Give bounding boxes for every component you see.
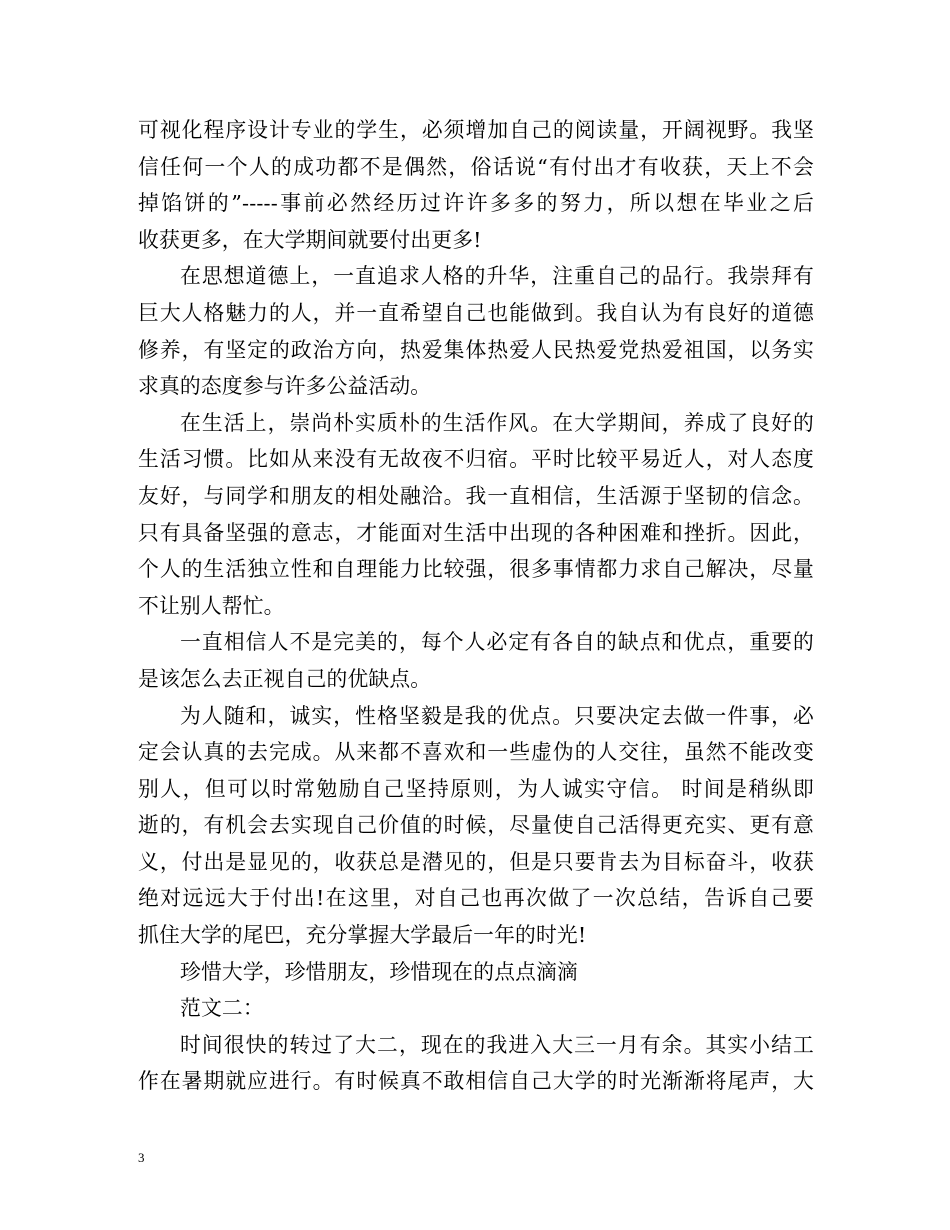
text-line: 珍惜大学，珍惜朋友，珍惜现在的点点滴滴 — [180, 959, 578, 984]
text-line: 可视化程序设计专业的学生，必须增加自己的阅读量，开阔视野。我坚 — [138, 118, 814, 142]
text-line: 定会认真的去完成。从来都不喜欢和一些虚伪的人交往，虽然不能改变 — [138, 740, 814, 765]
text-line: 抓住大学的尾巴，充分掌握大学最后一年的时光! — [138, 923, 587, 948]
paragraph — [138, 954, 814, 991]
text-line: 时间很快的转过了大二，现在的我进入大三一月有余。其实小结工 — [180, 1032, 814, 1057]
text-line: 求真的态度参与许多公益活动。 — [138, 374, 432, 399]
text-line: 个人的生活独立性和自理能力比较强，很多事情都力求自己解决，尽量 — [138, 557, 814, 582]
body-text — [138, 112, 814, 1100]
text-line: 作在暑期就应进行。有时候真不敢相信自己大学的时光渐渐将尾声，大 — [138, 1069, 814, 1094]
text-line: 一直相信人不是完美的，每个人必定有各自的缺点和优点，重要的 — [180, 630, 814, 655]
text-line: 逝的，有机会去实现自己价值的时候，尽量使自己活得更充实、更有意 — [138, 813, 814, 838]
text-line: 为人随和，诚实，性格坚毅是我的优点。只要决定去做一件事，必 — [180, 703, 814, 728]
text-line: 是该怎么去正视自己的优缺点。 — [138, 666, 432, 691]
paragraph — [138, 698, 814, 954]
text-line: 义，付出是显见的，收获总是潜见的，但是只要肯去为目标奋斗，收获 — [138, 849, 814, 874]
text-line: 收获更多，在大学期间就要付出更多! — [138, 227, 482, 252]
paragraph — [138, 624, 814, 697]
text-line: 生活习惯。比如从来没有无故夜不归宿。平时比较平易近人，对人态度 — [138, 447, 814, 472]
paragraph — [138, 990, 814, 1027]
text-line: 友好，与同学和朋友的相处融洽。我一直相信，生活源于坚韧的信念。 — [138, 483, 814, 508]
text-line: 修养，有坚定的政治方向，热爱集体热爱人民热爱党热爱祖国，以务实 — [138, 337, 814, 362]
text-line: 在思想道德上，一直追求人格的升华，注重自己的品行。我崇拜有 — [180, 264, 814, 289]
paragraph — [138, 258, 814, 404]
paragraph — [138, 405, 814, 625]
text-line: 范文二： — [180, 996, 264, 1021]
text-line: 只有具备坚强的意志，才能面对生活中出现的各种困难和挫折。因此， — [138, 520, 814, 545]
page-number: 3 — [138, 1150, 145, 1165]
text-line: 不让别人帮忙。 — [138, 593, 285, 618]
text-line: 信任何一个人的成功都不是偶然，俗话说“有付出才有收获，天上不会 — [138, 154, 814, 179]
text-line: 别人，但可以时常勉励自己坚持原则，为人诚实守信。 时间是稍纵即 — [138, 776, 814, 801]
paragraph — [138, 112, 814, 258]
text-line: 在生活上，崇尚朴实质朴的生活作风。在大学期间，养成了良好的 — [180, 410, 814, 435]
text-line: 掉馅饼的”-----事前必然经历过许许多多的努力，所以想在毕业之后 — [138, 191, 814, 216]
text-line: 巨大人格魅力的人，并一直希望自己也能做到。我自认为有良好的道德 — [138, 300, 814, 325]
paragraph — [138, 1027, 814, 1100]
text-line: 绝对远远大于付出!在这里，对自己也再次做了一次总结，告诉自己要 — [138, 886, 814, 911]
